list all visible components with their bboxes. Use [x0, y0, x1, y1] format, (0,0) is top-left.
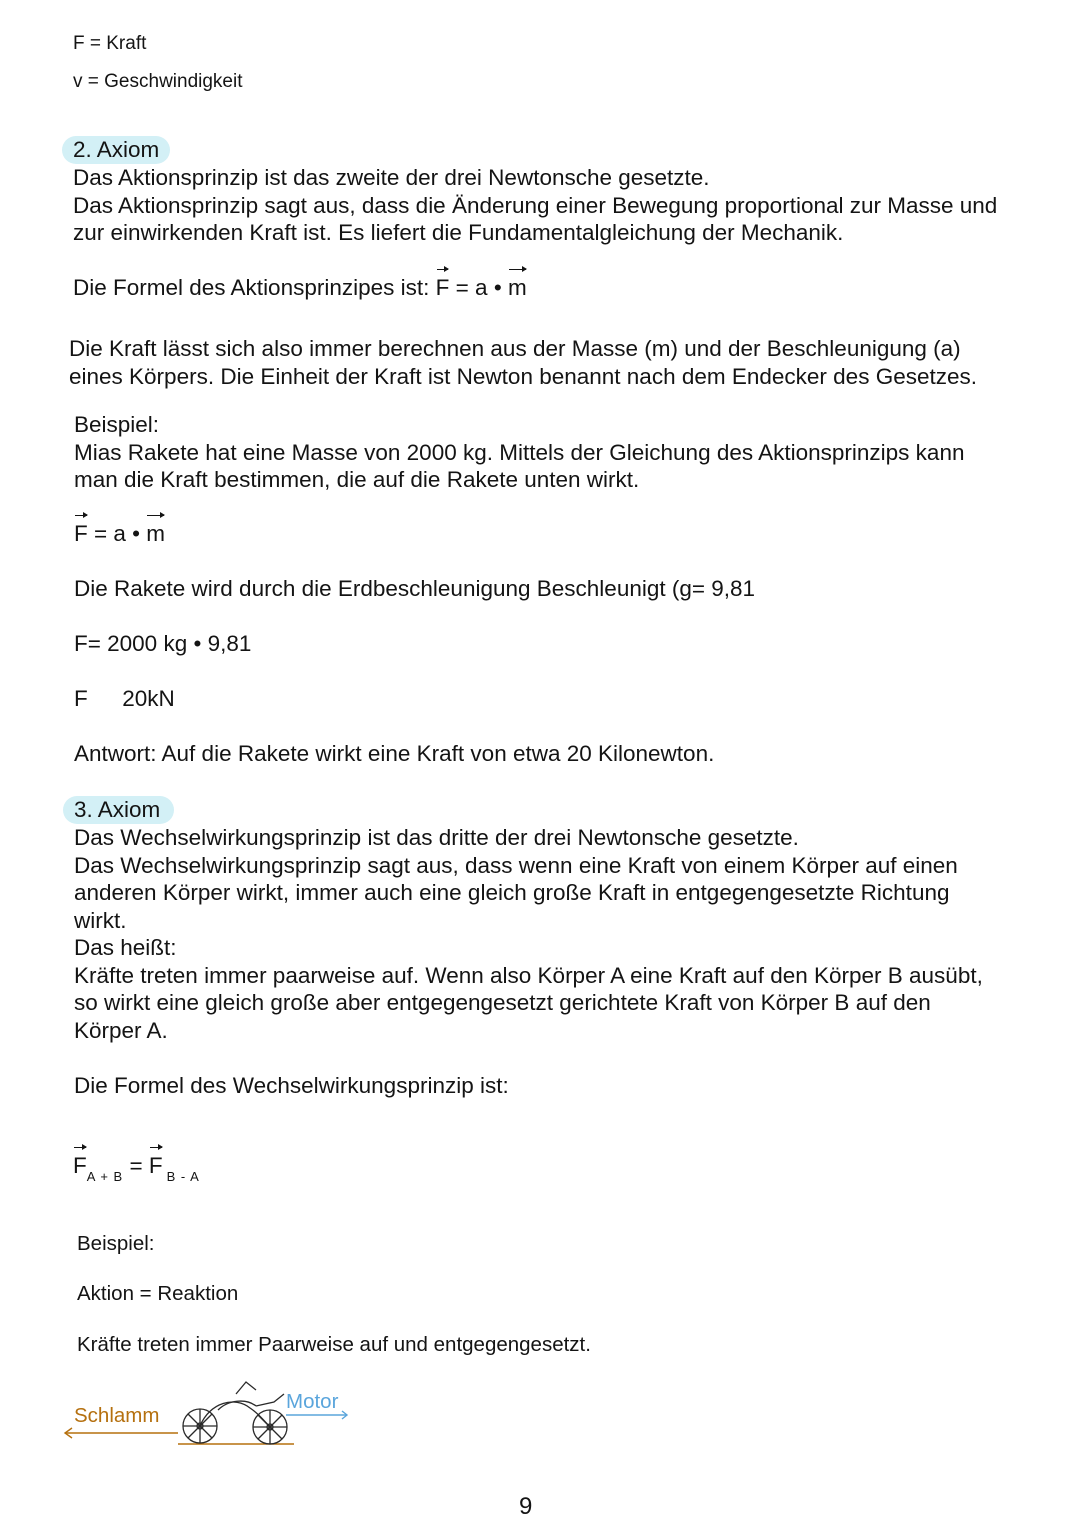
page-number: 9 — [519, 1493, 533, 1520]
answer-line: Antwort: Auf die Rakete wirkt eine Kraft von etwa 20 Kilonewton. — [74, 741, 715, 766]
formula-mid: = a • — [449, 275, 508, 300]
axiom3-line: wirkt. — [74, 907, 127, 933]
pairs-line: Kräfte treten immer Paarweise auf und entgegengesetzt. — [77, 1333, 591, 1356]
subscript: B - A — [166, 1169, 200, 1184]
formula — [436, 275, 527, 300]
result-line — [74, 685, 175, 713]
force-vector: F — [148, 1153, 163, 1178]
axiom3-heading: 3. Axiom — [74, 797, 161, 822]
explanation-line: eines Körpers. Die Einheit der Kraft ist Newton benannt nach dem Endecker des Gesetzes. — [69, 363, 977, 389]
mud-label: Schlamm — [74, 1404, 160, 1427]
axiom2-formula2 — [74, 520, 165, 548]
definition-velocity: v = Geschwindigkeit — [73, 71, 243, 92]
result-symbol: F — [74, 686, 88, 711]
subscript: A + B — [86, 1169, 124, 1184]
motor-label: Motor — [286, 1390, 339, 1413]
force-vector: F — [73, 1153, 87, 1178]
example-line: Beispiel: — [74, 412, 160, 437]
mass-vector: m — [146, 521, 166, 546]
acceleration-line: Die Rakete wird durch die Erdbeschleunigung Beschleunigt (g= 9,81 — [74, 576, 756, 601]
axiom2-intro — [73, 164, 997, 247]
axiom3-formula — [73, 1152, 200, 1183]
motorbike — [183, 1382, 287, 1444]
formula-label: Die Formel des Aktionsprinzipes ist: — [73, 275, 430, 300]
axiom2-intro-line: zur einwirkenden Kraft ist. Es liefert die Fundamentalgleichung der Mechanik. — [73, 220, 844, 245]
axiom3-line: Das heißt: — [74, 935, 177, 960]
axiom3-line: Körper A. — [74, 1017, 168, 1043]
motor-force-arrow — [286, 1411, 347, 1419]
formula-mid: = a • — [87, 521, 147, 546]
axiom3-line: Kräfte treten immer paarweise auf. Wenn also Körper A eine Kraft auf den Körper B ausübt, — [74, 962, 983, 988]
axiom3-text — [74, 824, 983, 1044]
mud-force-arrow — [65, 1428, 178, 1438]
example-line: man die Kraft bestimmen, die auf die Rakete unten wirkt. — [74, 467, 640, 492]
axiom3-line: so wirkt eine gleich große aber entgegengesetzt gerichtete Kraft von Körper B auf den — [74, 990, 931, 1015]
mass-vector: m — [507, 275, 527, 300]
definition-force: F = Kraft — [73, 33, 147, 54]
motorbike-drawing — [60, 1372, 360, 1452]
example-label: Beispiel: — [77, 1232, 155, 1255]
force-vector: F — [74, 521, 88, 546]
example-line: Mias Rakete hat eine Masse von 2000 kg. Mittels der Gleichung des Aktionsprinzips kann — [74, 439, 965, 465]
explanation-line: Die Kraft lässt sich also immer berechnen aus der Masse (m) und der Beschleunigung (a) — [69, 336, 961, 361]
axiom2-intro-line: Das Aktionsprinzip sagt aus, dass die Änderung einer Bewegung proportional zur Masse und — [73, 192, 998, 218]
calculation-line: F= 2000 kg • 9,81 — [74, 631, 252, 656]
axiom3-line: anderen Körper wirkt, immer auch eine gleich große Kraft in entgegengesetzte Richtung — [74, 880, 950, 905]
axiom2-heading: 2. Axiom — [73, 137, 160, 162]
axiom2-example — [74, 411, 964, 494]
force-vector: F — [435, 275, 450, 300]
action-line: Aktion = Reaktion — [77, 1282, 239, 1305]
axiom3-formula-label: Die Formel des Wechselwirkungsprinzip ist: — [74, 1073, 509, 1098]
axiom2-explanation — [69, 335, 977, 390]
axiom3-line: Das Wechselwirkungsprinzip ist das dritte der drei Newtonsche gesetzte. — [74, 825, 799, 850]
axiom2-intro-line: Das Aktionsprinzip ist das zweite der drei Newtonsche gesetzte. — [73, 165, 710, 190]
formula-equals: = — [123, 1153, 149, 1178]
axiom2-formula-line — [73, 274, 527, 302]
result-value: 20kN — [122, 686, 175, 711]
axiom3-line: Das Wechselwirkungsprinzip sagt aus, dass wenn eine Kraft von einem Körper auf einen — [74, 852, 958, 878]
